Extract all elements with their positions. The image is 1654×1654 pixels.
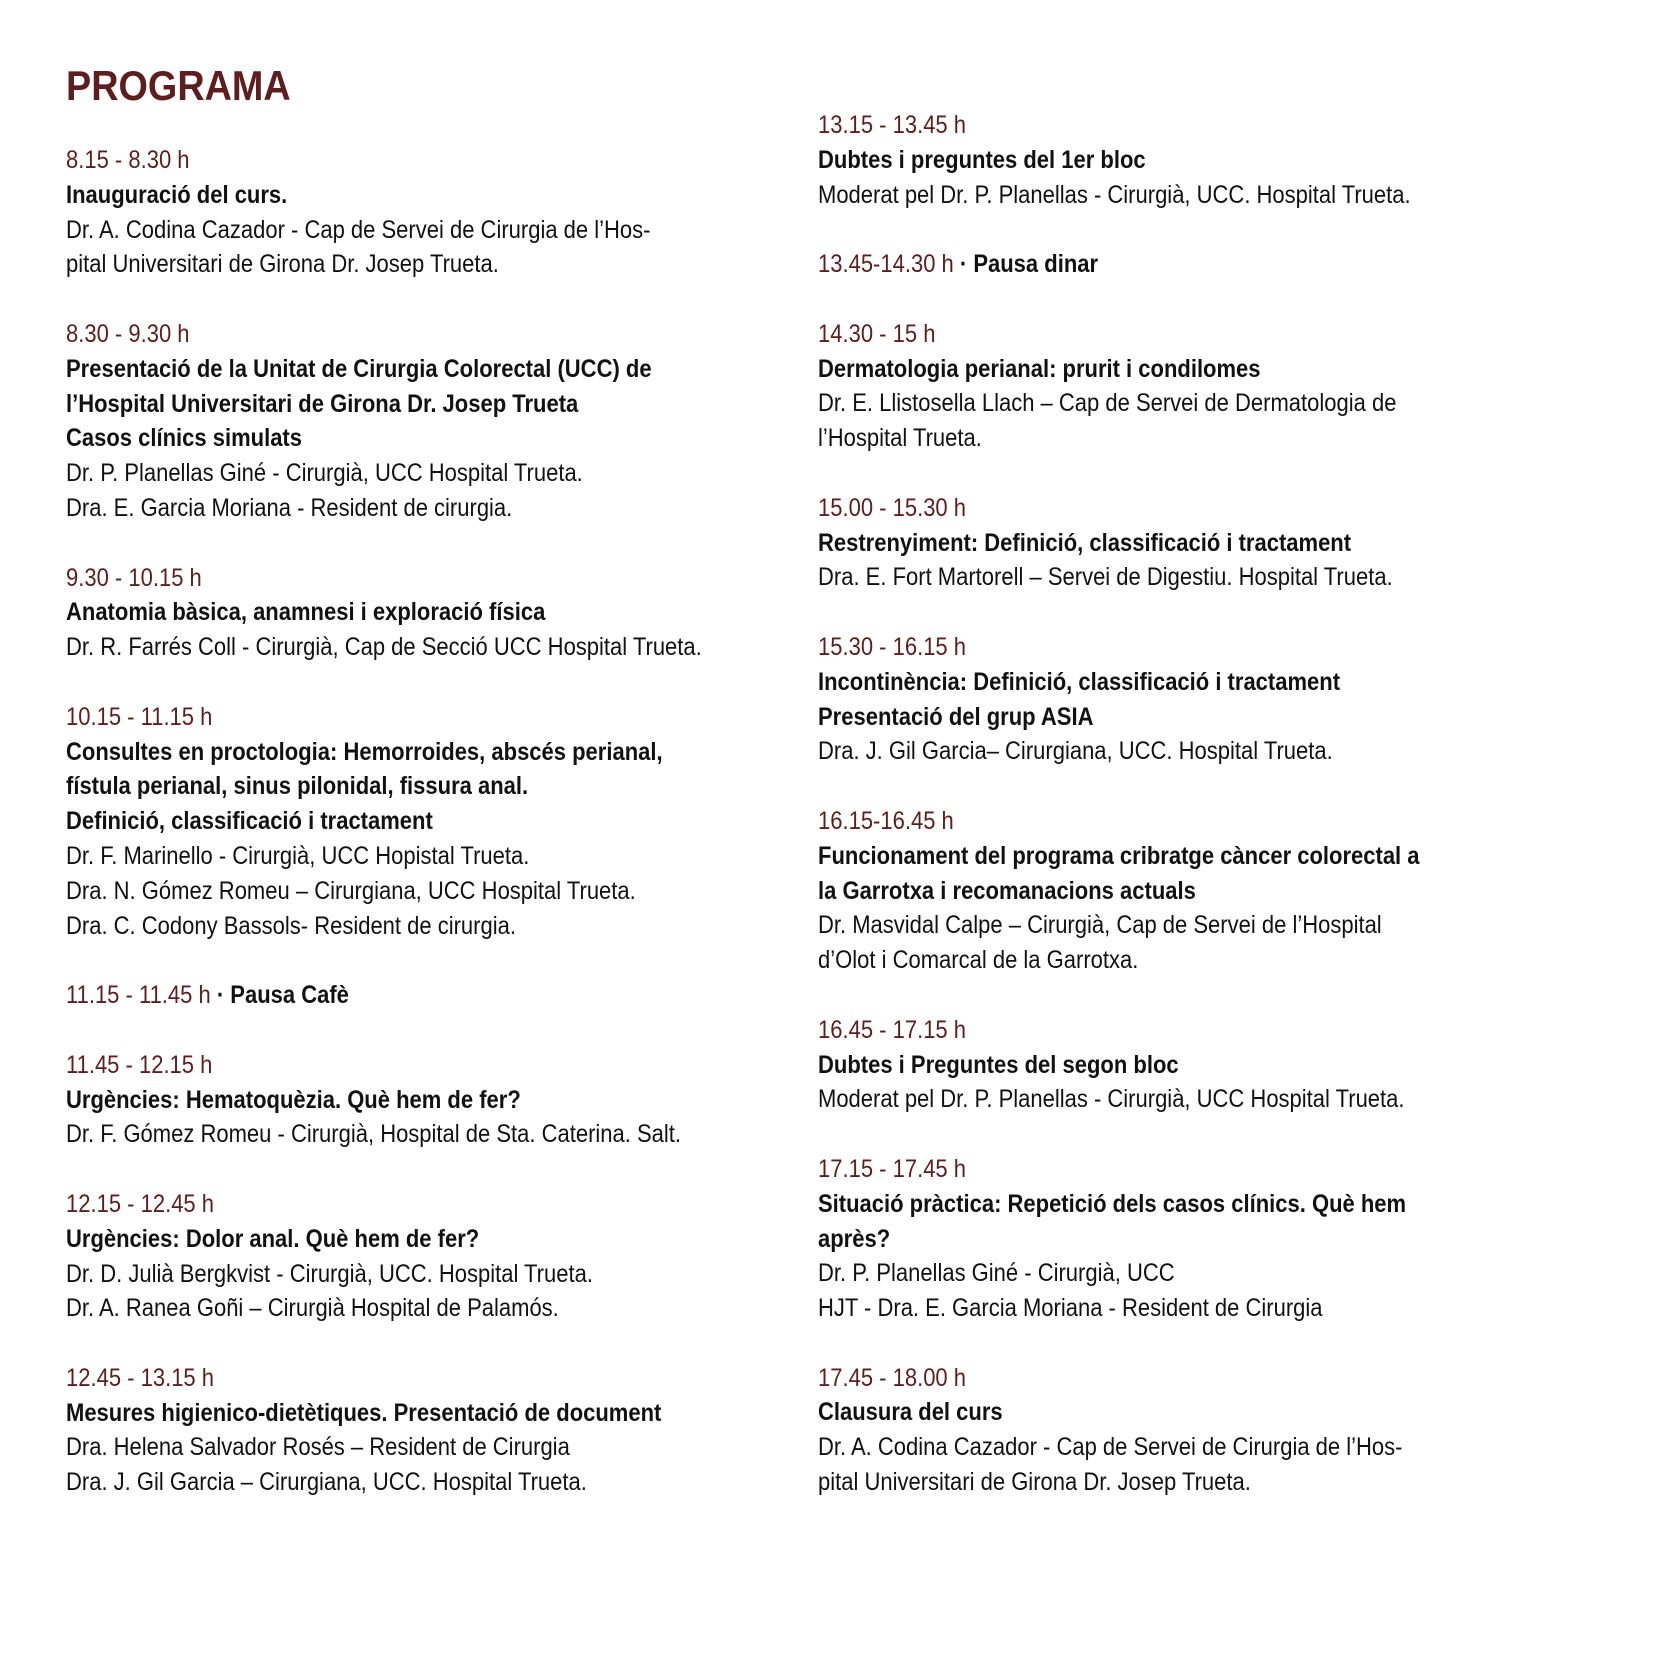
session-time: 16.45 - 17.15 h bbox=[818, 1015, 967, 1044]
session-time: 14.30 - 15 h bbox=[818, 319, 936, 348]
session-title: Dubtes i Preguntes del segon bloc bbox=[818, 1050, 1179, 1079]
session-speaker: Dr. R. Farrés Coll - Cirurgià, Cap de Secció UCC Hospital Trueta. bbox=[66, 633, 702, 662]
session-speaker: HJT - Dra. E. Garcia Moriana - Resident de Cirurgia bbox=[818, 1294, 1323, 1323]
session-speaker: Dr. F. Marinello - Cirurgià, UCC Hopistal Trueta. bbox=[66, 841, 530, 870]
session-speaker: Dr. A. Codina Cazador - Cap de Servei de Cirurgia de l’Hos- bbox=[818, 1433, 1403, 1462]
program-session bbox=[66, 143, 846, 282]
program-column-right bbox=[818, 108, 1598, 1535]
session-time: 11.45 - 12.15 h bbox=[66, 1050, 213, 1079]
program-session bbox=[818, 1361, 1598, 1500]
session-time: 10.15 - 11.15 h bbox=[66, 702, 213, 731]
program-session bbox=[66, 1361, 846, 1500]
session-speaker: Dra. E. Fort Martorell – Servei de Digestiu. Hospital Trueta. bbox=[818, 563, 1393, 592]
session-speaker: Moderat pel Dr. P. Planellas - Cirurgià, UCC. Hospital Trueta. bbox=[818, 180, 1411, 209]
session-time: 11.15 - 11.45 h bbox=[66, 981, 211, 1010]
session-title: Restrenyiment: Definició, classificació i tractament bbox=[818, 528, 1352, 557]
session-time: 12.45 - 13.15 h bbox=[66, 1363, 215, 1392]
session-title: Definició, classificació i tractament bbox=[66, 807, 433, 836]
session-title: Presentació del grup ASIA bbox=[818, 702, 1094, 731]
session-time: 17.45 - 18.00 h bbox=[818, 1363, 967, 1392]
session-speaker: Dra. J. Gil Garcia– Cirurgiana, UCC. Hospital Trueta. bbox=[818, 737, 1333, 766]
session-time: 8.30 - 9.30 h bbox=[66, 319, 190, 348]
session-speaker: Dr. A. Codina Cazador - Cap de Servei de Cirurgia de l’Hos- bbox=[66, 215, 651, 244]
session-title: fístula perianal, sinus pilonidal, fissura anal. bbox=[66, 772, 529, 801]
session-speaker: Dr. E. Llistosella Llach – Cap de Servei de Dermatologia de bbox=[818, 389, 1397, 418]
program-session bbox=[66, 700, 846, 944]
pause-label: · Pausa Cafè bbox=[216, 981, 349, 1010]
program-session bbox=[818, 247, 1598, 282]
session-speaker: Dra. N. Gómez Romeu – Cirurgiana, UCC Hospital Trueta. bbox=[66, 876, 636, 905]
session-time: 15.00 - 15.30 h bbox=[818, 493, 967, 522]
session-speaker: Dra. C. Codony Bassols- Resident de cirurgia. bbox=[66, 911, 516, 940]
page-title: PROGRAMA bbox=[66, 62, 291, 109]
program-session bbox=[818, 1013, 1598, 1117]
session-title: Casos clínics simulats bbox=[66, 424, 303, 453]
session-speaker: Moderat pel Dr. P. Planellas - Cirurgià, UCC Hospital Trueta. bbox=[818, 1085, 1405, 1114]
session-speaker: pital Universitari de Girona Dr. Josep Trueta. bbox=[818, 1468, 1251, 1497]
program-session bbox=[818, 804, 1598, 978]
session-speaker: Dr. A. Ranea Goñi – Cirurgià Hospital de Palamós. bbox=[66, 1294, 559, 1323]
session-title: Dermatologia perianal: prurit i condilomes bbox=[818, 354, 1261, 383]
session-time: 13.45-14.30 h bbox=[818, 250, 954, 279]
program-session bbox=[818, 491, 1598, 595]
session-speaker: pital Universitari de Girona Dr. Josep Trueta. bbox=[66, 250, 499, 279]
session-title: Inauguració del curs. bbox=[66, 180, 288, 209]
program-session bbox=[818, 630, 1598, 769]
session-speaker: Dra. J. Gil Garcia – Cirurgiana, UCC. Hospital Trueta. bbox=[66, 1468, 587, 1497]
session-speaker: Dr. Masvidal Calpe – Cirurgià, Cap de Servei de l’Hospital bbox=[818, 911, 1382, 940]
session-time: 9.30 - 10.15 h bbox=[66, 563, 202, 592]
program-column-left bbox=[66, 143, 846, 1535]
session-pause-line bbox=[66, 978, 752, 1013]
session-time: 12.15 - 12.45 h bbox=[66, 1189, 215, 1218]
session-title: Mesures higienico-dietètiques. Presentació de document bbox=[66, 1398, 662, 1427]
program-session bbox=[66, 978, 846, 1013]
session-title: Dubtes i preguntes del 1er bloc bbox=[818, 145, 1146, 174]
session-title: Presentació de la Unitat de Cirurgia Colorectal (UCC) de bbox=[66, 354, 652, 383]
session-time: 17.15 - 17.45 h bbox=[818, 1154, 967, 1183]
session-title: la Garrotxa i recomanacions actuals bbox=[818, 876, 1196, 905]
session-pause-line bbox=[818, 247, 1504, 282]
pause-label: · Pausa dinar bbox=[959, 250, 1099, 279]
session-title: Urgències: Dolor anal. Què hem de fer? bbox=[66, 1224, 480, 1253]
program-session bbox=[818, 108, 1598, 212]
session-speaker: l’Hospital Trueta. bbox=[818, 424, 982, 453]
session-speaker: Dr. D. Julià Bergkvist - Cirurgià, UCC. Hospital Trueta. bbox=[66, 1259, 593, 1288]
session-time: 13.15 - 13.45 h bbox=[818, 111, 967, 139]
session-title: Urgències: Hematoquèzia. Què hem de fer? bbox=[66, 1085, 521, 1114]
session-speaker: Dra. E. Garcia Moriana - Resident de cirurgia. bbox=[66, 493, 513, 522]
session-time: 16.15-16.45 h bbox=[818, 806, 954, 835]
program-session bbox=[818, 1152, 1598, 1326]
program-session bbox=[66, 317, 846, 526]
session-speaker: Dr. F. Gómez Romeu - Cirurgià, Hospital de Sta. Caterina. Salt. bbox=[66, 1120, 682, 1149]
session-title: Consultes en proctologia: Hemorroides, abscés perianal, bbox=[66, 737, 663, 766]
program-session bbox=[66, 561, 846, 665]
session-title: Funcionament del programa cribratge càncer colorectal a bbox=[818, 841, 1420, 870]
session-time: 15.30 - 16.15 h bbox=[818, 632, 967, 661]
session-time: 8.15 - 8.30 h bbox=[66, 146, 190, 174]
session-speaker: Dr. P. Planellas Giné - Cirurgià, UCC bbox=[818, 1259, 1175, 1288]
program-session bbox=[66, 1048, 846, 1152]
program-session bbox=[818, 317, 1598, 456]
session-title: Anatomia bàsica, anamnesi i exploració física bbox=[66, 598, 546, 627]
session-title: après? bbox=[818, 1224, 891, 1253]
program-session bbox=[66, 1187, 846, 1326]
session-title: Clausura del curs bbox=[818, 1398, 1003, 1427]
session-speaker: Dr. P. Planellas Giné - Cirurgià, UCC Hospital Trueta. bbox=[66, 459, 583, 488]
session-speaker: d’Olot i Comarcal de la Garrotxa. bbox=[818, 946, 1139, 975]
session-title: l’Hospital Universitari de Girona Dr. Josep Trueta bbox=[66, 389, 579, 418]
session-title: Situació pràctica: Repetició dels casos clínics. Què hem bbox=[818, 1189, 1407, 1218]
session-title: Incontinència: Definició, classificació i tractament bbox=[818, 667, 1341, 696]
session-speaker: Dra. Helena Salvador Rosés – Resident de Cirurgia bbox=[66, 1433, 570, 1462]
